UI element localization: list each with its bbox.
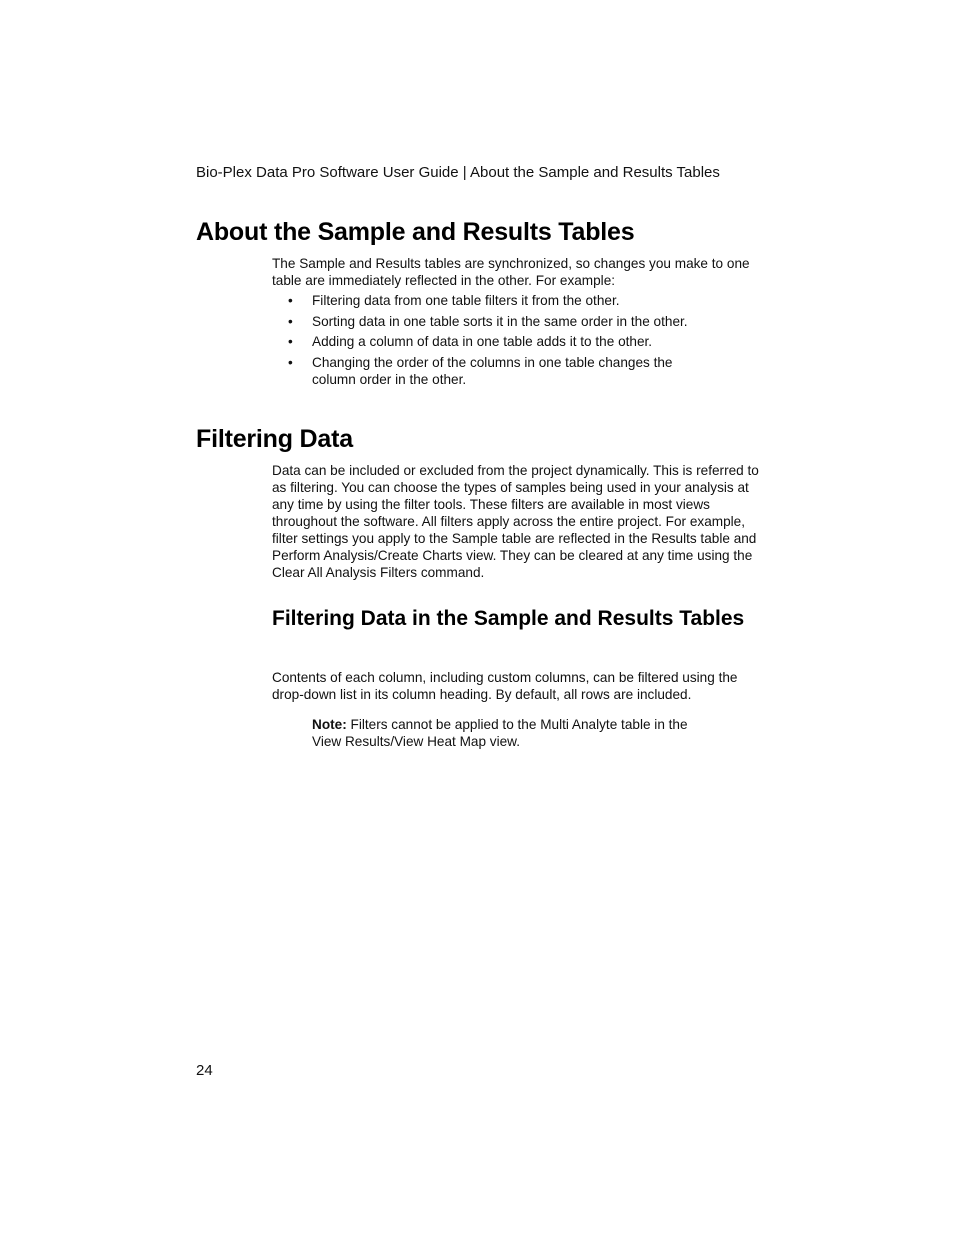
list-item-text: Filtering data from one table filters it from the other.: [312, 293, 620, 308]
bullet-marker: •: [288, 334, 293, 349]
list-item: [272, 313, 722, 330]
about-intro-paragraph: The Sample and Results tables are synchronized, so changes you make to one table are immediately reflected in the other. For example:: [272, 256, 750, 288]
about-bullet-list: [272, 292, 722, 391]
filtering-paragraph: Data can be included or excluded from the project dynamically. This is referred to as filtering. You can choose the types of samples being used in your analysis at any time by using the filter tools. These filters are available in most views throughout the software. All filters apply across the entire project. For example, filter settings you apply to the Sample table are reflected in the Results table and Perform Analysis/Create Charts view. They can be cleared at any time using the Clear All Analysis Filters command.: [272, 463, 759, 580]
list-item: [272, 354, 692, 388]
subsection-heading-tables: Filtering Data in the Sample and Results Tables: [272, 607, 745, 630]
list-item-text: Sorting data in one table sorts it in the same order in the other.: [312, 313, 688, 329]
list-item-text: Adding a column of data in one table adds it to the other.: [312, 334, 653, 349]
running-header: Bio-Plex Data Pro Software User Guide | About the Sample and Results Tables: [196, 164, 720, 181]
note-label: Note:: [312, 717, 347, 732]
bullet-marker: •: [288, 313, 293, 329]
bullet-marker: •: [288, 354, 293, 370]
note-text: Filters cannot be applied to the Multi Analyte table in the View Results/View Heat Map view.: [312, 717, 688, 749]
list-item: [272, 292, 722, 309]
section-heading-about: About the Sample and Results Tables: [196, 218, 635, 246]
tables-paragraph: Contents of each column, including custom columns, can be filtered using the drop-down list in its column heading. By default, all rows are included.: [272, 670, 738, 702]
bullet-marker: •: [288, 293, 293, 308]
list-item: [272, 333, 722, 350]
page-number: 24: [196, 1062, 213, 1079]
list-item-text: Changing the order of the columns in one table changes the column order in the other.: [312, 354, 673, 387]
section-heading-filtering: Filtering Data: [196, 425, 353, 453]
note-block: [312, 716, 712, 750]
